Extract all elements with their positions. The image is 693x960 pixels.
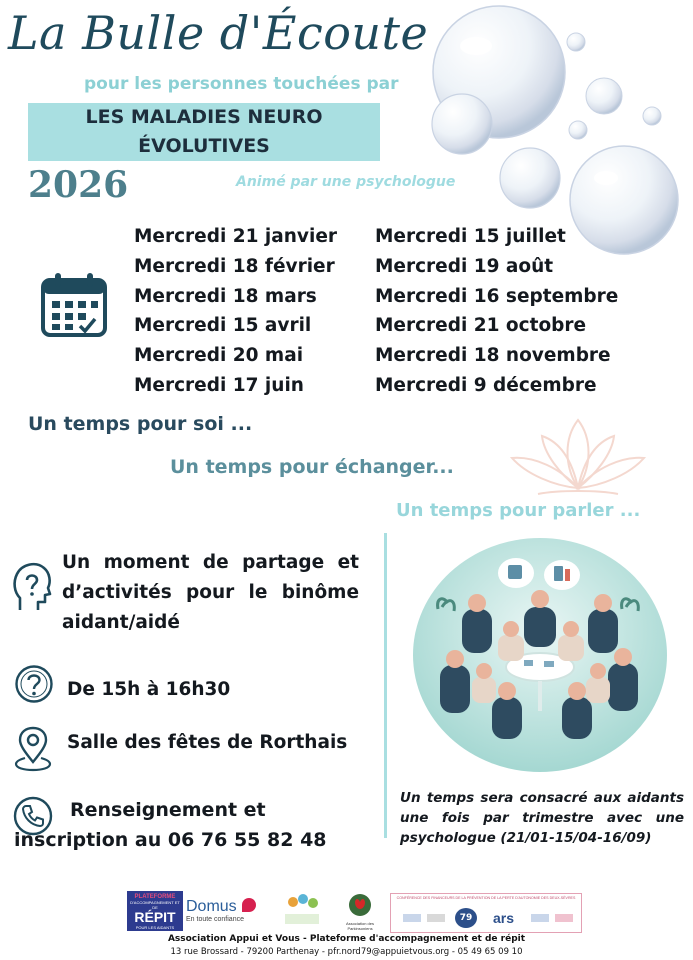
logo-small-mark <box>427 914 445 922</box>
page-subtitle: pour les personnes touchées par <box>84 74 399 94</box>
activity-description: Un moment de partage et d’activités pour le binôme aidant/aidé <box>62 552 359 633</box>
location-pin-icon <box>14 726 52 772</box>
logo-dept-badge: 79 <box>455 908 477 928</box>
date-item: Mercredi 20 mai <box>134 345 304 367</box>
footer-address: 13 rue Brossard - 79200 Parthenay - pfr.nord79@appuietvous.org - 05 49 65 09 10 <box>170 947 523 957</box>
logo-cfppa-title: CONFÉRENCE DES FINANCEURS DE LA PRÉVENTION DE LA PERTE D'AUTONOMIE DES DEUX-SÈVRES <box>396 896 576 900</box>
logo-repit-line2: D'ACCOMPAGNEMENT ET DE <box>130 900 180 910</box>
logo-parkinson <box>337 893 383 931</box>
logo-repit <box>127 891 183 931</box>
logo-domus-name: Domus <box>186 898 237 915</box>
tulip-icon <box>348 893 372 917</box>
date-item: Mercredi 17 juin <box>134 374 304 396</box>
logo-small-mark <box>555 914 573 922</box>
banner-line-2: ÉVOLUTIVES <box>138 135 270 157</box>
vertical-divider <box>384 533 387 838</box>
logo-centre-social-icon <box>281 892 323 930</box>
logo-small-mark <box>403 914 421 922</box>
logo-ars: ars <box>493 910 515 926</box>
animated-by-label: Animé par une psychologue <box>236 174 456 190</box>
tagline-2: Un temps pour échanger... <box>170 456 454 478</box>
date-item: Mercredi 18 février <box>134 255 335 277</box>
date-item: Mercredi 21 janvier <box>134 226 337 247</box>
logo-repit-line3: RÉPIT <box>134 909 176 925</box>
dates-right-column <box>375 222 618 401</box>
logo-cfppa <box>390 893 582 933</box>
tagline-1: Un temps pour soi ... <box>28 413 253 435</box>
date-item: Mercredi 15 juillet <box>375 226 566 247</box>
contact-line-2: inscription au 06 76 55 82 48 <box>14 829 327 851</box>
heart-icon <box>242 898 256 912</box>
clock-question-icon <box>14 664 54 704</box>
date-item: Mercredi 16 septembre <box>375 285 619 307</box>
date-item: Mercredi 18 novembre <box>375 345 611 367</box>
logo-parkinson-label: Association des Parkinsoniens <box>345 921 374 931</box>
logo-cfppa-badges <box>397 908 575 928</box>
group-discussion-illustration <box>412 537 669 774</box>
logo-repit-line1: PLATEFORME <box>134 894 176 900</box>
head-question-icon <box>12 560 52 612</box>
date-item: Mercredi 15 avril <box>134 315 312 337</box>
date-item: Mercredi 19 août <box>375 255 554 277</box>
hours-label: De 15h à 16h30 <box>67 679 231 700</box>
trimester-caption: Un temps sera consacré aux aidants une fois par trimestre avec une psychologue (21/01-15/04-16/09) <box>400 790 684 846</box>
place-label: Salle des fêtes de Rorthais <box>67 732 348 753</box>
dates-left-column <box>134 222 337 401</box>
tagline-3: Un temps pour parler ... <box>396 500 641 521</box>
date-item: Mercredi 9 décembre <box>375 374 597 396</box>
logo-domus-tagline: En toute confiance <box>186 916 244 923</box>
logo-small-mark <box>531 914 549 922</box>
contact-line-1: Renseignement et <box>70 799 266 821</box>
footer-organization: Association Appui et Vous - Plateforme d'accompagnement et de répit <box>167 934 526 944</box>
logo-repit-line4: POUR LES AIDANTS <box>135 925 175 930</box>
year-label: 2026 <box>28 164 129 206</box>
lotus-icon <box>508 414 648 498</box>
calendar-icon <box>40 272 108 338</box>
logo-domus <box>186 898 256 923</box>
page-title: La Bulle d'Écoute <box>8 6 429 60</box>
topic-banner <box>28 103 380 161</box>
date-item: Mercredi 21 octobre <box>375 315 587 337</box>
banner-line-1: LES MALADIES NEURO <box>85 106 323 128</box>
date-item: Mercredi 18 mars <box>134 285 317 307</box>
bubbles-decoration <box>420 0 693 260</box>
